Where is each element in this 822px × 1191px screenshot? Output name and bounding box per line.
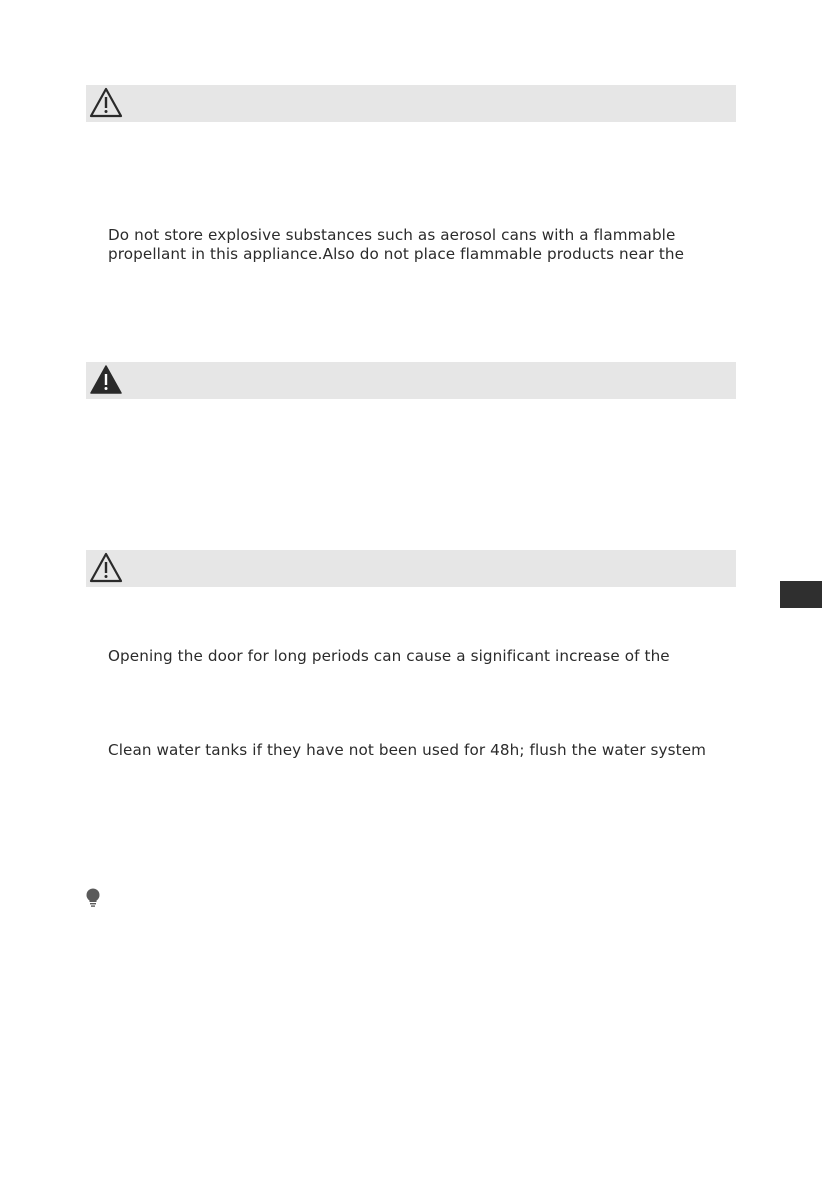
text-line: propellant in this appliance.Also do not place flammable products near the	[108, 245, 685, 263]
warning-header-band-3	[86, 550, 736, 587]
warning-text-water-tanks	[108, 741, 736, 760]
warning-solid-icon	[88, 363, 124, 397]
chapter-side-tab	[780, 581, 822, 608]
warning-outline-icon	[88, 551, 124, 585]
warning-outline-icon	[88, 86, 124, 120]
text-line: Do not store explosive substances such as aerosol cans with a flammable	[108, 226, 676, 244]
warning-header-band-2	[86, 362, 736, 399]
warning-header-band-1	[86, 85, 736, 122]
warning-text-door	[108, 647, 736, 666]
text-line: Opening the door for long periods can cause a significant increase of the	[108, 647, 670, 665]
warning-text-storage	[108, 226, 736, 264]
lightbulb-icon	[84, 888, 102, 908]
text-line: Clean water tanks if they have not been used for 48h; flush the water system	[108, 741, 707, 759]
